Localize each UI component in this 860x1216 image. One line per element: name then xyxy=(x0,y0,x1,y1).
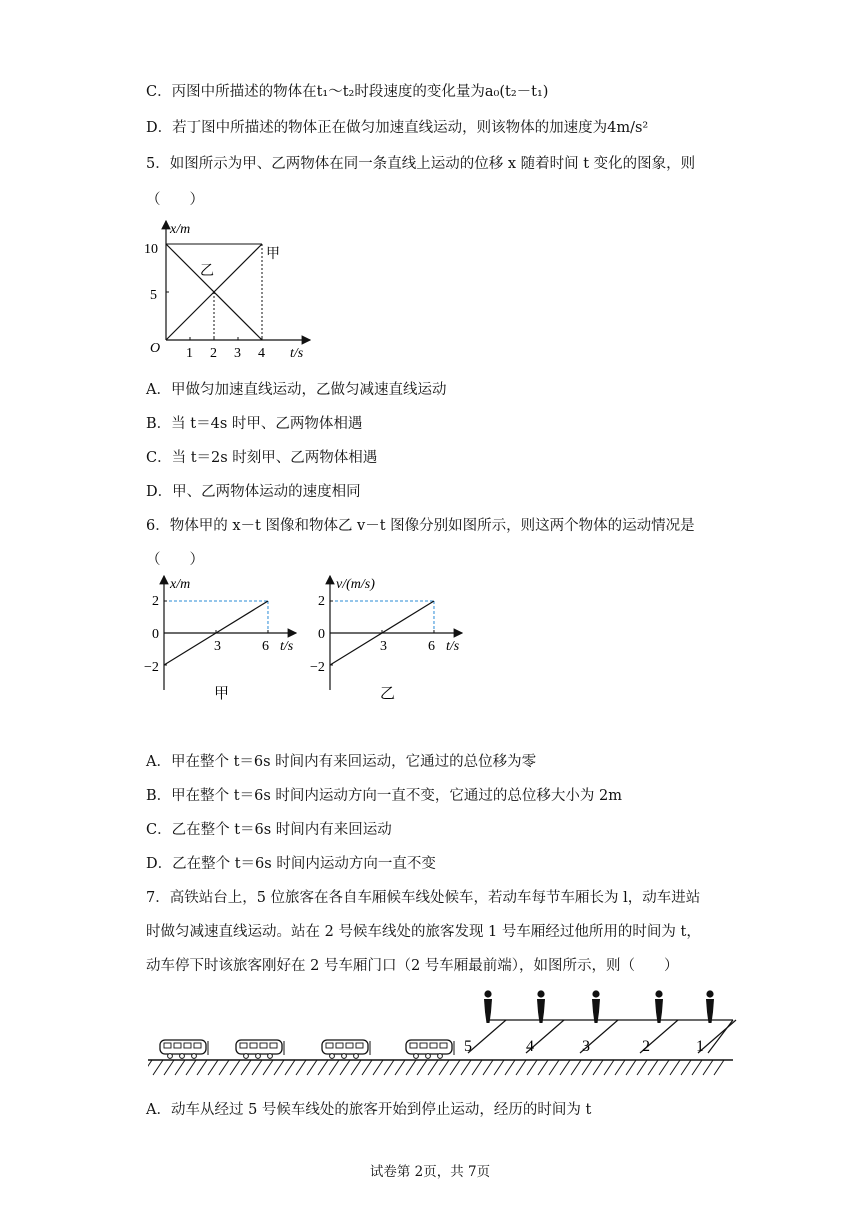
y-tick-label: 10 xyxy=(144,242,158,257)
train-window xyxy=(240,1043,247,1048)
train-window xyxy=(184,1043,191,1048)
q5-paren: （ ） xyxy=(146,192,204,208)
platform-number-4: 4 xyxy=(526,1038,534,1055)
x-tick-label: 3 xyxy=(214,639,221,654)
ground-hatch xyxy=(175,1060,185,1075)
train-window xyxy=(270,1043,277,1048)
ground-hatch xyxy=(406,1060,416,1075)
train-car-4 xyxy=(406,1040,454,1058)
ground-hatch xyxy=(384,1060,394,1075)
ground-hatch xyxy=(296,1060,306,1075)
q7-stem-line2: 时做匀减速直线运动。站在 2 号候车线处的旅客发现 1 号车厢经过他所用的时间为 t， xyxy=(146,924,701,940)
ground-hatch xyxy=(148,1060,152,1075)
q6-stem: 6．物体甲的 x－t 图像和物体乙 v－t 图像分别如图所示，则这两个物体的运动情况是 xyxy=(146,518,695,534)
passenger-figure xyxy=(706,990,714,1023)
ground-hatch xyxy=(395,1060,405,1075)
ground-hatch xyxy=(571,1060,581,1075)
q6-option-d: D．乙在整个 t＝6s 时间内运动方向一直不变 xyxy=(146,856,436,872)
ground-hatch xyxy=(626,1060,636,1075)
q5-option-b: B．当 t＝4s 时甲、乙两物体相遇 xyxy=(146,416,363,432)
q5-xt-graph xyxy=(140,215,320,365)
q5-option-c: C．当 t＝2s 时刻甲、乙两物体相遇 xyxy=(146,450,378,466)
x-tick-label: 6 xyxy=(428,639,435,654)
y-tick-label: 5 xyxy=(150,288,157,303)
ground-hatch xyxy=(241,1060,251,1075)
passenger-figure xyxy=(655,990,663,1023)
ground-hatch xyxy=(186,1060,196,1075)
passenger-head xyxy=(484,990,491,997)
ground-hatch xyxy=(318,1060,328,1075)
ground-hatch xyxy=(263,1060,273,1075)
figure-caption: 乙 xyxy=(380,686,396,702)
ground-hatch xyxy=(472,1060,482,1075)
ground-hatch xyxy=(659,1060,669,1075)
train-window xyxy=(440,1043,447,1048)
train-wheel xyxy=(168,1054,173,1059)
q6-option-c: C．乙在整个 t＝6s 时间内有来回运动 xyxy=(146,822,392,838)
train-car-2 xyxy=(236,1040,284,1058)
series-label-yi: 乙 xyxy=(200,264,214,279)
x-axis-label: t/s xyxy=(290,346,304,361)
ground-hatch xyxy=(274,1060,284,1075)
y-tick-label: 2 xyxy=(152,594,159,609)
ground-hatch xyxy=(373,1060,383,1075)
ground-hatch xyxy=(604,1060,614,1075)
train-window xyxy=(164,1043,171,1048)
train-wheel xyxy=(192,1054,197,1059)
x-axis-label: t/s xyxy=(446,639,460,654)
ground-hatch xyxy=(505,1060,515,1075)
passenger-head xyxy=(655,990,662,997)
ground-hatch xyxy=(351,1060,361,1075)
ground-hatch xyxy=(681,1060,691,1075)
train-window xyxy=(356,1043,363,1048)
x-tick-label: 3 xyxy=(380,639,387,654)
x-axis-label: t/s xyxy=(280,639,294,654)
train-window xyxy=(410,1043,417,1048)
ground-hatch xyxy=(593,1060,603,1075)
train-wheel xyxy=(342,1054,347,1059)
ground-hatch xyxy=(362,1060,372,1075)
ground-hatch xyxy=(692,1060,702,1075)
series-label-jia: 甲 xyxy=(266,247,280,262)
ground-hatch xyxy=(670,1060,680,1075)
ground-hatch xyxy=(285,1060,295,1075)
platform-number-1: 1 xyxy=(696,1038,704,1055)
origin-label: O xyxy=(150,341,161,356)
train-wheel xyxy=(268,1054,273,1059)
train-window xyxy=(326,1043,333,1048)
x-tick-label: 4 xyxy=(258,346,265,361)
ground-hatch xyxy=(483,1060,493,1075)
train-window xyxy=(336,1043,343,1048)
x-tick-label: 1 xyxy=(186,346,193,361)
ground-hatch xyxy=(714,1060,724,1075)
ground-hatch xyxy=(252,1060,262,1075)
passenger-figure xyxy=(537,990,545,1023)
y-tick-label: −2 xyxy=(144,660,159,675)
ground-hatch xyxy=(516,1060,526,1075)
ground-hatch xyxy=(637,1060,647,1075)
q6-option-a: A．甲在整个 t＝6s 时间内有来回运动，它通过的总位移为零 xyxy=(146,754,537,770)
train-wheel xyxy=(330,1054,335,1059)
train-wheel xyxy=(426,1054,431,1059)
platform-number-3: 3 xyxy=(582,1038,590,1055)
page-footer: 试卷第 2页，共 7页 xyxy=(369,1164,491,1180)
train-wheel xyxy=(414,1054,419,1059)
ground-hatch xyxy=(307,1060,317,1075)
train-window xyxy=(174,1043,181,1048)
ground-hatch xyxy=(230,1060,240,1075)
ground-hatch xyxy=(208,1060,218,1075)
ground-hatch xyxy=(329,1060,339,1075)
ground-hatch xyxy=(703,1060,713,1075)
ground-hatch xyxy=(153,1060,163,1075)
train-window xyxy=(430,1043,437,1048)
ground-hatch xyxy=(648,1060,658,1075)
q7-platform-figure xyxy=(148,985,738,1080)
ground-hatch xyxy=(450,1060,460,1075)
ground-hatch xyxy=(494,1060,504,1075)
train-wheel xyxy=(438,1054,443,1059)
train-car-3 xyxy=(322,1040,370,1058)
ground-hatch xyxy=(428,1060,438,1075)
train-window xyxy=(250,1043,257,1048)
platform-number-2: 2 xyxy=(642,1038,650,1055)
q7-stem-line3: 动车停下时该旅客刚好在 2 号车厢门口（2 号车厢最前端），如图所示，则（ ） xyxy=(146,958,679,974)
train-window xyxy=(420,1043,427,1048)
train-car-1 xyxy=(160,1040,208,1058)
train-window xyxy=(346,1043,353,1048)
passenger-head xyxy=(537,990,544,997)
y-axis-label: x/m xyxy=(170,577,191,592)
train-wheel xyxy=(256,1054,261,1059)
ground-hatch xyxy=(461,1060,471,1075)
y-axis-label: v/(m/s) xyxy=(336,577,375,592)
platform-number-5: 5 xyxy=(464,1038,472,1055)
train-window xyxy=(194,1043,201,1048)
train-wheel xyxy=(244,1054,249,1059)
y-tick-label: 2 xyxy=(318,594,325,609)
train-wheel xyxy=(354,1054,359,1059)
ground-hatch xyxy=(615,1060,625,1075)
q7-stem-line1: 7．高铁站台上，5 位旅客在各自车厢候车线处候车，若动车每节车厢长为 l，动车进站 xyxy=(146,890,701,906)
ground-hatch xyxy=(219,1060,229,1075)
platform-waiting-line xyxy=(468,1020,506,1053)
passenger-head xyxy=(592,990,599,997)
q5-stem: 5．如图所示为甲、乙两物体在同一条直线上运动的位移 x 随着时间 t 变化的图象，则 xyxy=(146,156,696,172)
q6-graph-yi xyxy=(306,572,471,707)
ground-hatch xyxy=(549,1060,559,1075)
q5-option-a: A．甲做匀加速直线运动，乙做匀减速直线运动 xyxy=(146,382,447,398)
q6-graph-jia xyxy=(140,572,305,707)
x-tick-label: 2 xyxy=(210,346,217,361)
train-window xyxy=(260,1043,267,1048)
y-axis-label: x/m xyxy=(170,222,191,237)
ground-hatch xyxy=(560,1060,570,1075)
platform-waiting-line xyxy=(708,1020,733,1053)
q4-option-d: D．若丁图中所描述的物体正在做匀加速直线运动，则该物体的加速度为4m/s² xyxy=(146,120,649,136)
passenger-figure xyxy=(484,990,492,1023)
q7-option-a: A．动车从经过 5 号候车线处的旅客开始到停止运动，经历的时间为 t xyxy=(146,1102,592,1118)
y-tick-label: −2 xyxy=(310,660,325,675)
passenger-figure xyxy=(592,990,600,1023)
ground-hatch xyxy=(439,1060,449,1075)
x-tick-label: 3 xyxy=(234,346,241,361)
ground-hatch xyxy=(582,1060,592,1075)
q6-option-b: B．甲在整个 t＝6s 时间内运动方向一直不变，它通过的总位移大小为 2m xyxy=(146,788,622,804)
y-tick-label: 0 xyxy=(152,627,159,642)
figure-caption: 甲 xyxy=(214,686,230,702)
passenger-head xyxy=(706,990,713,997)
ground-hatch xyxy=(538,1060,548,1075)
ground-hatch xyxy=(197,1060,207,1075)
q4-option-c: C．丙图中所描述的物体在t₁～t₂时段速度的变化量为a₀(t₂－t₁) xyxy=(146,84,549,100)
ground-hatch xyxy=(417,1060,427,1075)
y-tick-label: 0 xyxy=(318,627,325,642)
q5-option-d: D．甲、乙两物体运动的速度相同 xyxy=(146,484,361,500)
ground-hatch xyxy=(164,1060,174,1075)
ground-hatch xyxy=(340,1060,350,1075)
train-wheel xyxy=(180,1054,185,1059)
x-tick-label: 6 xyxy=(262,639,269,654)
ground-hatch xyxy=(527,1060,537,1075)
q6-paren: （ ） xyxy=(146,552,204,568)
